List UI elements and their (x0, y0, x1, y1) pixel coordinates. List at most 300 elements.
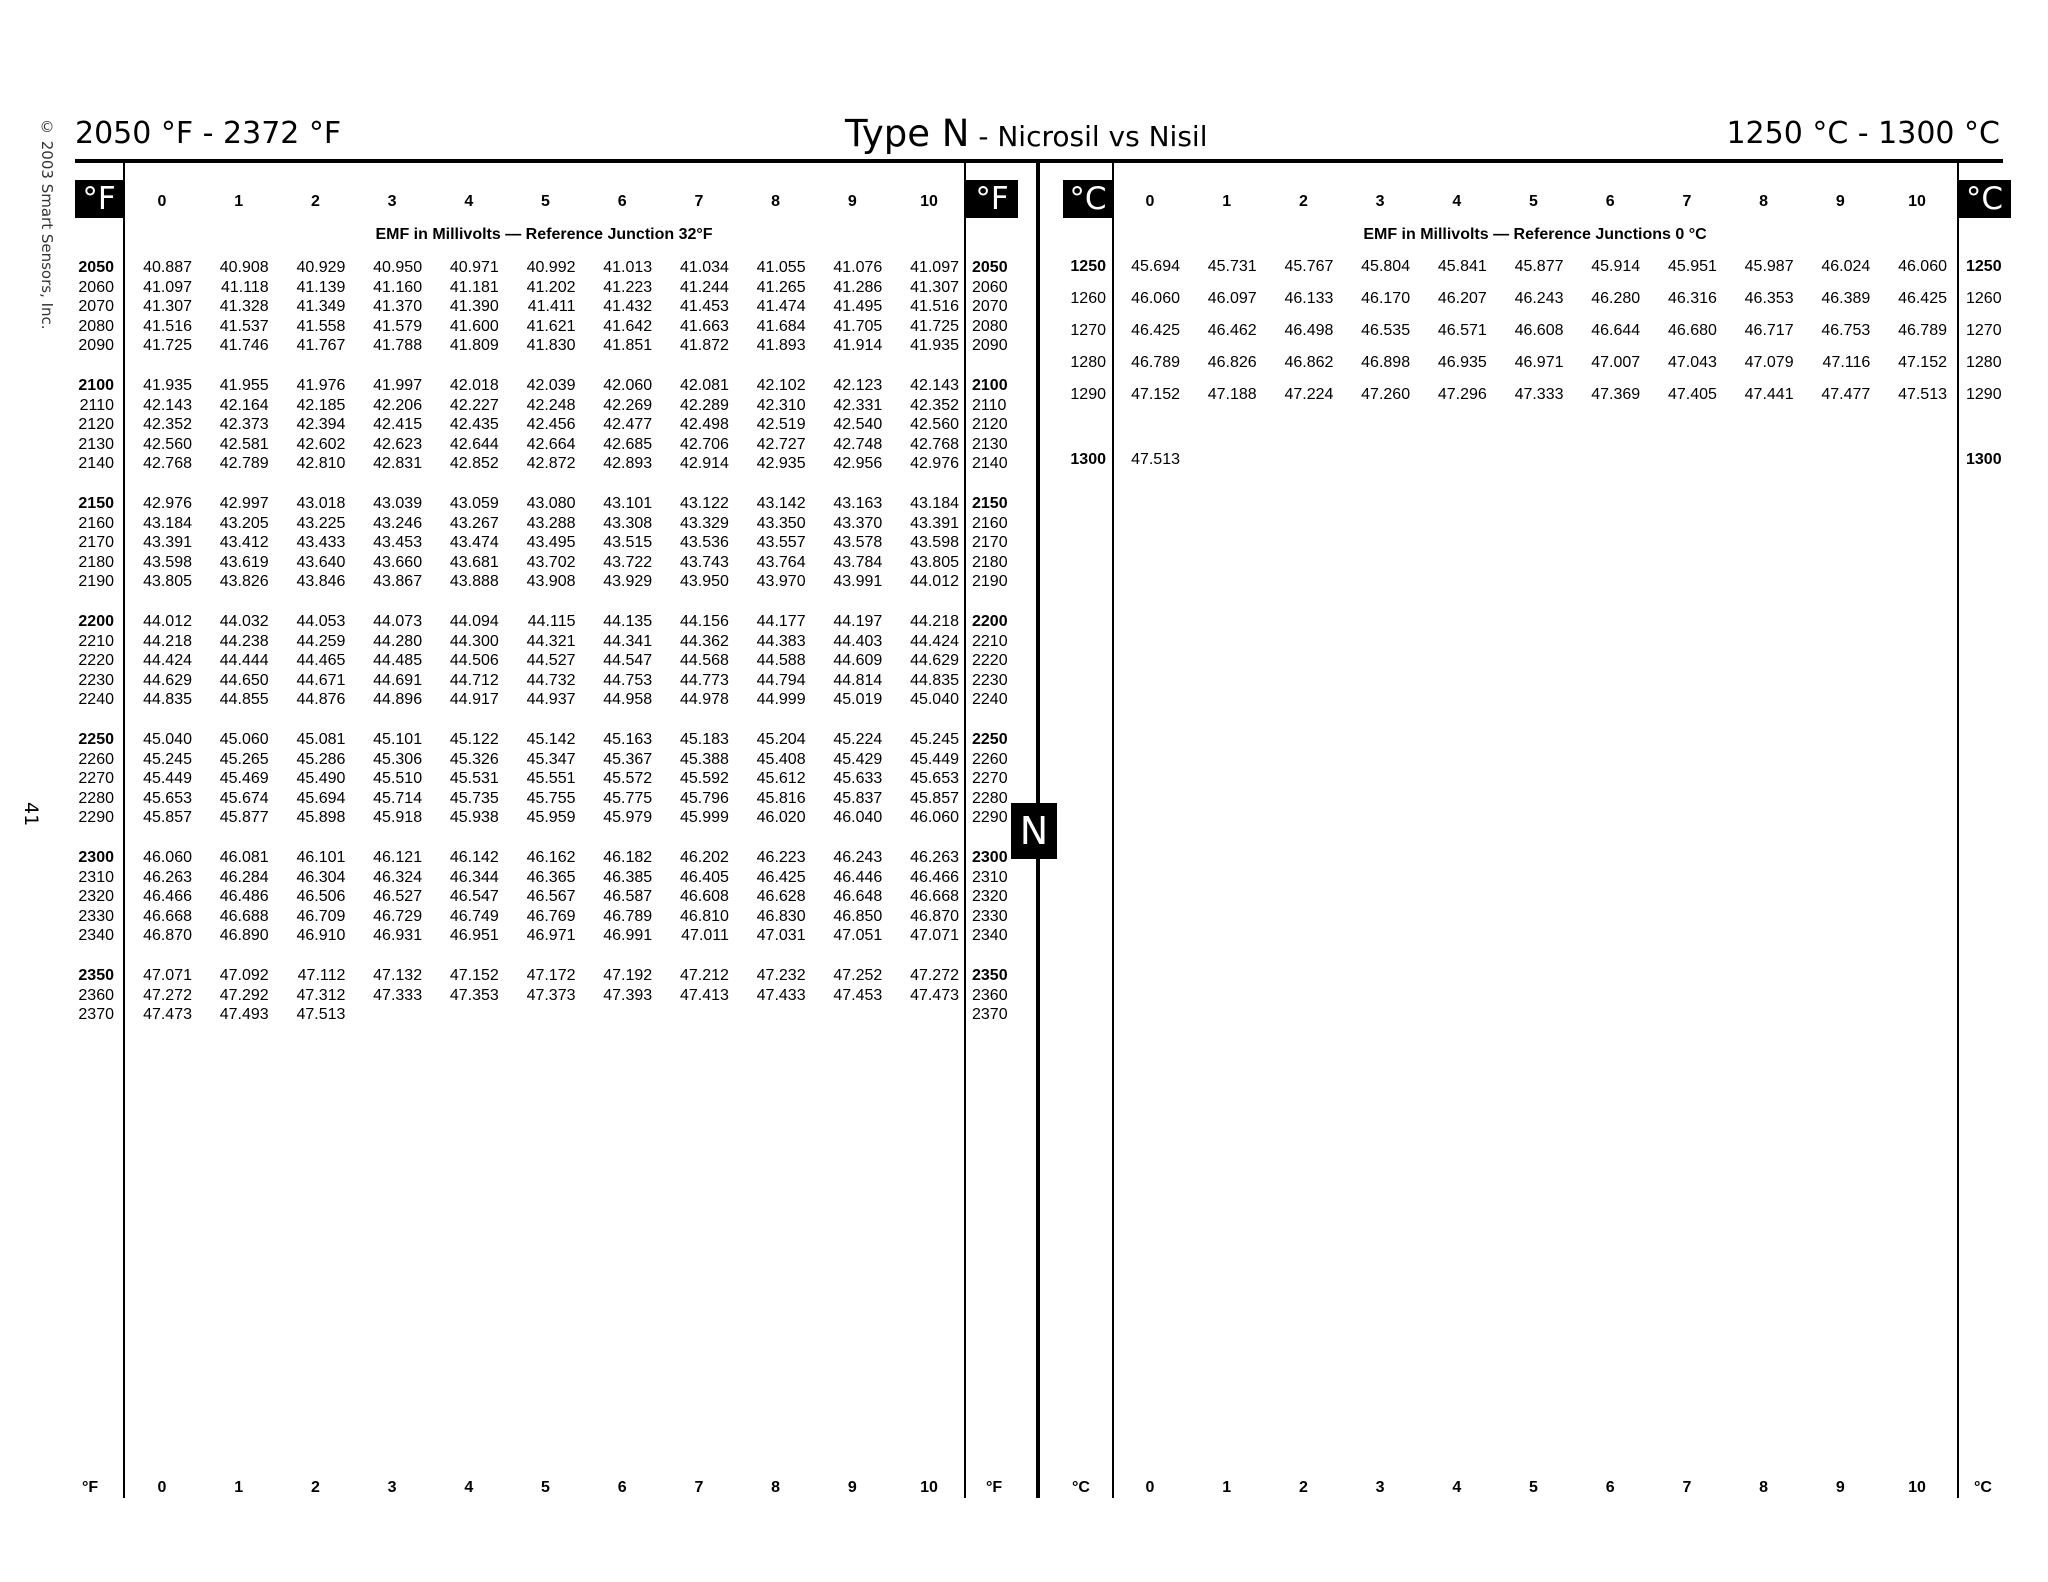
page-number: 41 (20, 802, 42, 827)
f-emf-cell: 42.206 (373, 396, 423, 414)
celsius-range-title: 1250 °C - 1300 °C (1726, 116, 2000, 151)
c-emf-cell: 46.789 (1898, 322, 1947, 339)
c-unit-footer-right: °C (1974, 1479, 1992, 1496)
c-col-header: 2 (1298, 193, 1308, 210)
f-emf-cell: 42.997 (219, 495, 269, 512)
f-emf-cell: 44.732 (526, 671, 576, 689)
f-row-temp-left: 2300 (78, 849, 114, 866)
f-col-header: 8 (771, 193, 781, 210)
f-emf-cell: 42.789 (219, 455, 269, 473)
f-emf-cell: 47.473 (143, 1006, 192, 1024)
c-col-footer: 7 (1682, 1479, 1692, 1496)
c-emf-cell: 45.804 (1361, 258, 1411, 275)
f-emf-cell: 47.232 (756, 967, 806, 984)
f-emf-cell: 45.204 (756, 731, 806, 748)
f-emf-cell: 44.135 (603, 613, 653, 630)
f-row-temp-left: 2320 (78, 888, 114, 906)
f-emf-cell: 45.959 (526, 809, 576, 827)
c-emf-cell: 47.513 (1131, 451, 1180, 468)
c-subheader: EMF in Millivolts — Reference Junctions 0 °C (1363, 226, 1707, 243)
c-emf-cell: 47.333 (1514, 386, 1564, 403)
f-emf-cell: 45.572 (603, 770, 653, 788)
title-separator: - (969, 120, 998, 153)
f-emf-cell: 43.391 (143, 534, 192, 552)
f-emf-cell: 41.767 (296, 337, 346, 355)
f-emf-cell: 41.725 (910, 317, 959, 335)
f-emf-cell: 46.910 (296, 927, 346, 945)
c-emf-cell: 46.316 (1667, 290, 1717, 307)
c-row-temp-left: 1290 (1070, 386, 1106, 403)
f-row-temp-left: 2200 (78, 613, 114, 630)
f-emf-cell: 44.650 (219, 671, 269, 689)
f-row-temp-left: 2290 (78, 809, 114, 827)
f-emf-cell: 44.506 (449, 652, 499, 670)
copyright-notice: © 2003 Smart Sensors, Inc. (38, 118, 56, 330)
f-emf-cell: 45.040 (910, 691, 959, 709)
f-emf-cell: 42.852 (449, 455, 499, 473)
f-row-temp-right: 2170 (972, 534, 1008, 552)
f-emf-cell: 42.956 (833, 455, 883, 473)
f-emf-cell: 43.660 (373, 553, 423, 571)
f-emf-cell: 47.312 (296, 986, 346, 1004)
f-emf-cell: 44.671 (296, 671, 346, 689)
f-col-footer: 2 (310, 1479, 320, 1496)
c-emf-cell: 46.498 (1284, 322, 1334, 339)
f-emf-cell: 45.612 (756, 770, 806, 788)
f-emf-cell: 43.536 (679, 534, 729, 552)
f-row-temp-right: 2250 (972, 731, 1008, 748)
f-row-temp-left: 2140 (78, 455, 114, 473)
c-emf-cell: 46.060 (1131, 290, 1180, 307)
f-emf-cell: 46.971 (526, 927, 576, 945)
f-emf-cell: 47.493 (219, 1006, 269, 1024)
f-emf-cell: 45.040 (143, 731, 192, 748)
f-emf-cell: 42.727 (756, 435, 806, 453)
c-row-temp-left: 1250 (1070, 258, 1106, 275)
f-emf-cell: 47.112 (297, 967, 346, 984)
c-col-footer: 6 (1605, 1479, 1615, 1496)
f-emf-cell: 41.432 (603, 298, 653, 316)
f-emf-cell: 46.162 (526, 849, 576, 866)
f-row-temp-right: 2320 (972, 888, 1008, 906)
f-emf-cell: 47.373 (526, 986, 576, 1004)
f-emf-cell: 46.709 (296, 907, 346, 925)
c-emf-cell: 46.133 (1284, 290, 1334, 307)
f-emf-cell: 46.769 (526, 907, 576, 925)
f-emf-cell: 42.164 (219, 396, 269, 414)
f-emf-cell: 42.456 (526, 416, 576, 434)
f-emf-cell: 43.225 (296, 514, 346, 532)
f-emf-cell: 43.578 (833, 534, 883, 552)
f-col-footer: 8 (771, 1479, 781, 1496)
thermocouple-materials: Nicrosil vs Nisil (997, 120, 1208, 153)
f-emf-cell: 43.681 (449, 553, 499, 571)
f-emf-cell: 47.393 (603, 986, 653, 1004)
f-row-temp-right: 2290 (972, 809, 1008, 827)
f-emf-cell: 46.385 (603, 868, 653, 886)
f-emf-cell: 46.060 (910, 809, 959, 827)
c-emf-cell: 47.007 (1591, 354, 1641, 371)
f-emf-cell: 44.753 (603, 671, 653, 689)
f-emf-cell: 45.367 (603, 750, 653, 768)
c-emf-cell: 46.789 (1131, 354, 1180, 371)
f-row-temp-right: 2340 (972, 927, 1008, 945)
f-emf-cell: 42.914 (679, 455, 729, 473)
f-col-header: 3 (387, 193, 397, 210)
f-emf-cell: 44.485 (373, 652, 423, 670)
f-emf-cell: 41.746 (219, 337, 269, 355)
f-emf-cell: 43.453 (373, 534, 423, 552)
f-emf-cell: 41.118 (220, 278, 269, 296)
f-col-footer: 3 (387, 1479, 397, 1496)
f-emf-cell: 45.816 (756, 789, 806, 807)
f-emf-cell: 45.469 (219, 770, 269, 788)
f-emf-cell: 43.598 (143, 553, 192, 571)
f-emf-cell: 41.788 (373, 337, 423, 355)
f-emf-cell: 41.265 (756, 278, 806, 296)
f-emf-cell: 47.192 (603, 967, 653, 984)
f-row-temp-left: 2190 (78, 573, 114, 591)
f-emf-cell: 44.629 (143, 671, 192, 689)
f-emf-cell: 41.286 (833, 278, 883, 296)
f-row-temp-left: 2220 (78, 652, 114, 670)
f-emf-cell: 46.304 (296, 868, 346, 886)
f-emf-cell: 46.121 (373, 849, 423, 866)
f-emf-cell: 45.857 (143, 809, 192, 827)
c-right-rule (1957, 163, 1959, 1498)
f-emf-cell: 43.018 (296, 495, 346, 512)
c-emf-cell: 46.717 (1744, 322, 1794, 339)
f-emf-cell: 42.081 (679, 377, 729, 394)
f-emf-cell: 44.012 (143, 613, 192, 630)
f-emf-cell: 44.609 (833, 652, 883, 670)
f-emf-cell: 46.567 (526, 888, 576, 906)
c-emf-cell: 46.024 (1821, 258, 1871, 275)
f-emf-cell: 45.183 (679, 731, 729, 748)
f-emf-cell: 42.123 (833, 377, 883, 394)
f-emf-cell: 44.424 (143, 652, 192, 670)
f-emf-cell: 43.080 (526, 495, 576, 512)
f-emf-cell: 43.970 (756, 573, 806, 591)
f-row-temp-left: 2210 (78, 632, 114, 650)
f-emf-cell: 46.365 (526, 868, 576, 886)
f-row-temp-left: 2150 (78, 495, 114, 512)
f-emf-cell: 47.092 (219, 967, 269, 984)
f-row-temp-left: 2350 (78, 967, 114, 984)
f-col-footer: 5 (541, 1479, 550, 1496)
f-emf-cell: 45.898 (296, 809, 346, 827)
f-row-temp-right: 2120 (972, 416, 1008, 434)
c-col-header: 4 (1452, 193, 1462, 210)
f-col-footer: 9 (847, 1479, 857, 1496)
f-row-temp-right: 2270 (972, 770, 1008, 788)
f-emf-cell: 41.202 (526, 278, 576, 296)
f-emf-cell: 46.182 (603, 849, 653, 866)
c-emf-cell: 46.571 (1437, 322, 1487, 339)
f-emf-cell: 42.581 (219, 435, 269, 453)
f-emf-cell: 41.223 (603, 278, 653, 296)
c-emf-cell: 46.280 (1591, 290, 1641, 307)
f-emf-cell: 42.185 (296, 396, 346, 414)
f-emf-cell: 43.619 (219, 553, 269, 571)
c-emf-cell: 47.043 (1667, 354, 1717, 371)
f-emf-cell: 41.537 (219, 317, 269, 335)
c-col-footer: 1 (1222, 1479, 1232, 1496)
f-col-footer: 6 (617, 1479, 627, 1496)
f-emf-cell: 44.527 (526, 652, 576, 670)
f-emf-cell: 42.748 (833, 435, 883, 453)
f-emf-cell: 47.071 (143, 967, 192, 984)
c-emf-cell: 46.425 (1898, 290, 1947, 307)
f-emf-cell: 46.405 (679, 868, 729, 886)
f-emf-cell: 46.081 (219, 849, 269, 866)
f-row-temp-left: 2170 (78, 534, 114, 552)
f-row-temp-left: 2370 (78, 1006, 114, 1024)
f-emf-cell: 43.474 (449, 534, 499, 552)
f-emf-cell: 45.101 (373, 731, 423, 748)
f-col-footer: 1 (234, 1479, 244, 1496)
c-col-footer: 0 (1145, 1479, 1155, 1496)
f-unit-box-left: °F (75, 180, 123, 218)
f-row-temp-left: 2070 (78, 298, 114, 316)
f-emf-cell: 46.668 (143, 907, 192, 925)
f-emf-cell: 41.055 (756, 259, 806, 276)
f-emf-cell: 44.937 (526, 691, 576, 709)
c-emf-cell: 46.535 (1361, 322, 1411, 339)
f-emf-cell: 45.449 (143, 770, 192, 788)
f-emf-cell: 41.097 (910, 259, 959, 276)
c-emf-cell: 46.826 (1207, 354, 1257, 371)
c-row-temp-right: 1280 (1966, 354, 2002, 371)
f-emf-cell: 42.685 (603, 435, 653, 453)
f-subheader: EMF in Millivolts — Reference Junction 32°F (375, 226, 713, 243)
f-emf-cell: 46.991 (603, 927, 653, 945)
f-emf-cell: 43.412 (219, 534, 269, 552)
fahrenheit-range-title: 2050 °F - 2372 °F (75, 116, 342, 151)
f-emf-cell: 43.059 (449, 495, 499, 512)
f-emf-cell: 46.890 (219, 927, 269, 945)
f-emf-cell: 44.958 (603, 691, 653, 709)
f-emf-cell: 43.350 (756, 514, 806, 532)
f-emf-cell: 42.435 (449, 416, 499, 434)
f-emf-cell: 45.388 (679, 750, 729, 768)
f-row-temp-right: 2350 (972, 967, 1008, 984)
f-emf-cell: 42.143 (143, 396, 192, 414)
c-col-header: 1 (1222, 193, 1232, 210)
f-emf-cell: 41.893 (756, 337, 806, 355)
f-emf-cell: 42.269 (603, 396, 653, 414)
f-emf-cell: 45.122 (449, 731, 499, 748)
f-emf-cell: 41.621 (526, 317, 576, 335)
c-col-footer: 2 (1298, 1479, 1308, 1496)
f-row-temp-right: 2150 (972, 495, 1008, 512)
f-emf-cell: 42.060 (603, 377, 653, 394)
f-col-header: 7 (694, 193, 704, 210)
c-emf-cell: 47.116 (1822, 354, 1871, 371)
f-emf-cell: 44.465 (296, 652, 346, 670)
f-emf-cell: 46.486 (219, 888, 269, 906)
f-emf-cell: 43.184 (910, 495, 959, 512)
f-emf-cell: 41.997 (373, 377, 423, 394)
f-col-header: 10 (920, 193, 938, 210)
f-row-temp-left: 2090 (78, 337, 114, 355)
f-emf-cell: 42.540 (833, 416, 883, 434)
f-emf-cell: 42.706 (679, 435, 729, 453)
f-emf-cell: 45.999 (679, 809, 729, 827)
c-emf-cell: 46.971 (1514, 354, 1564, 371)
f-col-header: 6 (617, 193, 627, 210)
f-row-temp-left: 2180 (78, 553, 114, 571)
c-emf-cell: 46.425 (1131, 322, 1180, 339)
f-emf-cell: 41.663 (679, 317, 729, 335)
c-emf-cell: 46.170 (1361, 290, 1411, 307)
f-emf-cell: 41.872 (679, 337, 729, 355)
f-emf-cell: 43.867 (373, 573, 423, 591)
f-col-footer: 4 (464, 1479, 474, 1496)
f-emf-cell: 41.474 (756, 298, 806, 316)
f-emf-cell: 40.887 (143, 259, 192, 276)
f-emf-cell: 47.011 (681, 927, 729, 945)
c-emf-cell: 46.389 (1821, 290, 1871, 307)
f-emf-cell: 41.160 (373, 278, 423, 296)
f-emf-cell: 44.896 (373, 691, 423, 709)
c-col-footer: 10 (1908, 1479, 1926, 1496)
f-emf-cell: 45.510 (373, 770, 423, 788)
page-title (845, 112, 1207, 155)
c-emf-cell: 46.243 (1514, 290, 1564, 307)
f-emf-cell: 46.587 (603, 888, 653, 906)
c-emf-cell: 46.207 (1437, 290, 1487, 307)
f-emf-cell: 42.289 (679, 396, 729, 414)
f-emf-cell: 45.837 (833, 789, 883, 807)
f-emf-cell: 45.714 (373, 789, 423, 807)
c-col-header: 3 (1375, 193, 1385, 210)
f-emf-cell: 44.280 (373, 632, 423, 650)
f-emf-cell: 46.324 (373, 868, 423, 886)
c-col-footer: 4 (1452, 1479, 1462, 1496)
c-emf-cell: 47.224 (1284, 386, 1334, 403)
f-row-temp-right: 2080 (972, 317, 1008, 335)
f-row-temp-right: 2180 (972, 553, 1008, 571)
f-emf-cell: 44.383 (756, 632, 806, 650)
f-emf-cell: 43.888 (449, 573, 499, 591)
f-emf-cell: 45.755 (526, 789, 576, 807)
f-emf-cell: 43.557 (756, 534, 806, 552)
f-emf-cell: 45.490 (296, 770, 346, 788)
f-emf-cell: 42.018 (449, 377, 499, 394)
f-emf-cell: 46.527 (373, 888, 423, 906)
c-emf-cell: 46.097 (1207, 290, 1257, 307)
c-col-footer: 8 (1759, 1479, 1769, 1496)
f-row-temp-right: 2060 (972, 278, 1008, 296)
f-row-temp-left: 2240 (78, 691, 114, 709)
c-emf-cell: 46.644 (1591, 322, 1641, 339)
c-unit-footer-left: °C (1072, 1479, 1090, 1496)
f-emf-cell: 43.826 (219, 573, 269, 591)
f-row-temp-left: 2120 (78, 416, 114, 434)
f-emf-cell: 43.205 (219, 514, 269, 532)
f-emf-cell: 44.547 (603, 652, 653, 670)
f-emf-cell: 45.735 (449, 789, 499, 807)
f-emf-cell: 47.272 (143, 986, 192, 1004)
f-emf-cell: 42.644 (449, 435, 499, 453)
f-emf-cell: 42.394 (296, 416, 346, 434)
f-col-header: 0 (157, 193, 167, 210)
f-emf-cell: 46.263 (143, 868, 192, 886)
f-emf-cell: 47.333 (373, 986, 423, 1004)
f-emf-cell: 46.547 (449, 888, 499, 906)
f-emf-cell: 45.142 (526, 731, 576, 748)
f-emf-cell: 42.560 (143, 435, 192, 453)
f-emf-cell: 44.629 (910, 652, 959, 670)
f-emf-cell: 42.039 (526, 377, 576, 394)
f-emf-cell: 46.789 (603, 907, 653, 925)
f-emf-cell: 44.814 (833, 671, 883, 689)
c-emf-cell: 45.987 (1744, 258, 1794, 275)
f-emf-cell: 42.248 (526, 396, 576, 414)
f-emf-cell: 46.142 (449, 849, 499, 866)
f-row-temp-right: 2190 (972, 573, 1008, 591)
f-emf-cell: 40.950 (373, 259, 423, 276)
f-emf-cell: 45.531 (449, 770, 499, 788)
f-emf-cell: 43.246 (373, 514, 423, 532)
c-emf-cell: 47.477 (1821, 386, 1871, 403)
c-emf-cell: 46.462 (1207, 322, 1257, 339)
f-emf-cell: 47.272 (910, 967, 959, 984)
f-emf-cell: 45.653 (143, 789, 192, 807)
f-emf-cell: 44.424 (910, 632, 959, 650)
f-emf-cell: 41.307 (143, 298, 192, 316)
f-emf-cell: 41.914 (833, 337, 883, 355)
f-emf-cell: 44.321 (526, 632, 576, 650)
f-emf-cell: 47.413 (679, 986, 729, 1004)
f-emf-cell: 41.349 (296, 298, 346, 316)
f-emf-cell: 42.935 (756, 455, 806, 473)
f-col-header: 4 (464, 193, 474, 210)
c-emf-cell: 45.877 (1514, 258, 1564, 275)
f-emf-cell: 45.674 (219, 789, 269, 807)
f-emf-cell: 42.831 (373, 455, 423, 473)
f-emf-cell: 44.978 (679, 691, 729, 709)
f-emf-cell: 45.019 (833, 691, 883, 709)
f-emf-cell: 45.347 (526, 750, 576, 768)
c-emf-cell: 47.188 (1207, 386, 1257, 403)
f-emf-cell: 41.705 (833, 317, 883, 335)
c-row-temp-left: 1260 (1070, 290, 1106, 307)
f-emf-cell: 47.212 (679, 967, 729, 984)
f-emf-cell: 42.976 (143, 495, 192, 512)
f-emf-cell: 45.775 (603, 789, 653, 807)
f-emf-cell: 41.955 (219, 377, 269, 394)
f-emf-cell: 41.390 (449, 298, 499, 316)
f-emf-cell: 46.830 (756, 907, 806, 925)
f-emf-cell: 46.749 (449, 907, 499, 925)
c-emf-cell: 45.841 (1437, 258, 1487, 275)
f-emf-cell: 43.805 (143, 573, 192, 591)
c-col-header: 5 (1529, 193, 1538, 210)
f-emf-cell: 45.060 (219, 731, 269, 748)
c-emf-cell: 47.513 (1898, 386, 1947, 403)
f-emf-cell: 45.081 (296, 731, 346, 748)
f-right-rule (964, 163, 966, 1498)
f-emf-cell: 41.600 (449, 317, 499, 335)
f-row-temp-right: 2140 (972, 455, 1008, 473)
f-emf-cell: 46.931 (373, 927, 423, 945)
f-emf-cell: 46.870 (910, 907, 959, 925)
f-emf-cell: 42.768 (143, 455, 192, 473)
f-emf-cell: 45.326 (449, 750, 499, 768)
f-emf-cell: 43.184 (143, 514, 192, 532)
